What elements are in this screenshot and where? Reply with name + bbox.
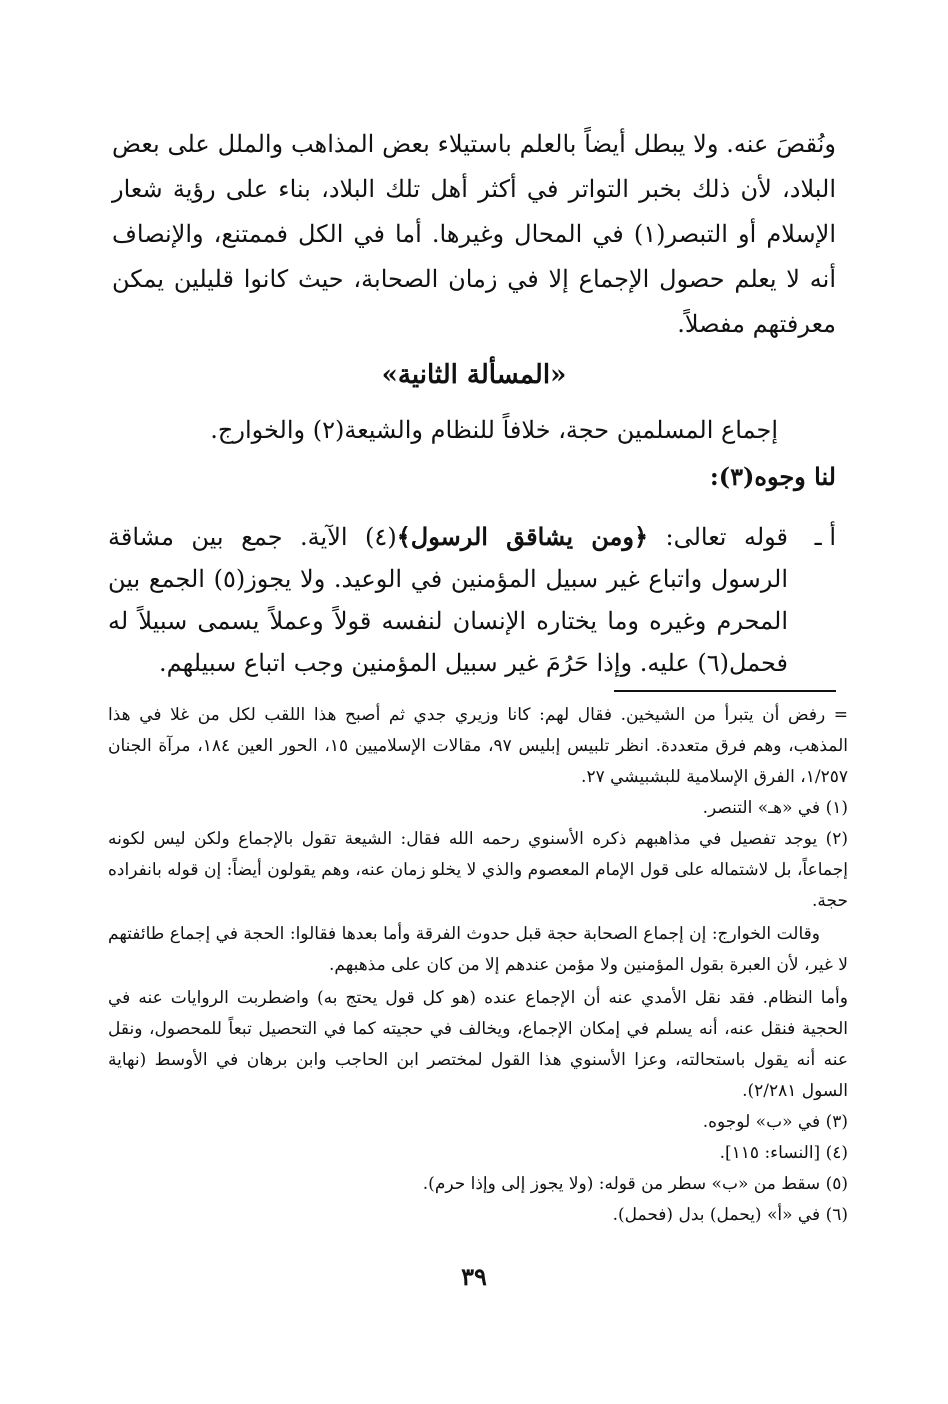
- footnote-separator: [614, 690, 836, 692]
- footnote-2-para-2: وقالت الخوارج: إن إجماع الصحابة حجة قبل حدوث الفرقة وأما بعدها فقالوا: الحجة في إجماع طائفتهم لا غير، لأن العبرة بقول المؤمنين ولا مؤمن عندهم إلا من كان على مذهبهم.: [108, 924, 848, 975]
- footnote-1: (١) في «هـ» التنصر.: [702, 798, 848, 818]
- point-a-rest: (٤) الآية. جمع بين مشاقة الرسول واتباع غير سبيل المؤمنين في الوعيد. ولا يجوز(٥) الجمع بين المحرم وغيره وما يختاره الإنسان لنفسه قولاً وعملاً يسمى سبيلاً له فحمل(٦) عليه. وإذا حَرُمَ غير سبيل المؤمنين وجب اتباع سبيلهم.: [108, 523, 789, 677]
- page-number: ٣٩: [461, 1262, 487, 1291]
- reasons-heading: لنا وجوه(٣):: [709, 462, 836, 491]
- footnote-4: (٤) [النساء: ١١٥].: [719, 1143, 848, 1163]
- footnote-6: (٦) في «أ» (يحمل) بدل (فحمل).: [612, 1205, 848, 1225]
- issue-statement: إجماع المسلمين حجة، خلافاً للنظام والشيعة(٢) والخوارج.: [210, 416, 778, 444]
- footnote-5: (٥) سقط من «ب» سطر من قوله: (ولا يجوز إلى وإذا حرم).: [422, 1174, 848, 1194]
- point-a-lead: قوله تعالى:: [648, 523, 789, 551]
- quran-verse: ﴿ومن يشاقق الرسول﴾: [396, 522, 649, 551]
- footnotes: [108, 700, 848, 1231]
- footnote-2-para-3: وأما النظام. فقد نقل الأمدي عنه أن الإجماع عنده (هو كل قول يحتج به) واضطربت الروايات عنه في الحجية فنقل عنه، أنه يسلم في إمكان الإجماع، ويخالف في حجيته كما في التحصيل تبعاً للمحصول، ونقل عنه أنه يقول باستحالته، وعزا الأسنوي هذا القول لمختصر ابن الحاجب وابن برهان في الأوسط (نهاية السول ٢/٢٨١).: [108, 988, 848, 1101]
- point-a-marker: أ ـ: [814, 523, 836, 551]
- footnote-2: (٢) يوجد تفصيل في مذاهبهم ذكره الأسنوي رحمه الله فقال: الشيعة تقول بالإجماع ولكن ليس لكونه إجماعاً، بل لاشتماله على قول الإمام المعصوم والذي لا يخلو زمان عنه، وهم يقولون أيضاً: إن قوله بانفراده حجة.: [108, 829, 848, 911]
- point-a: [108, 516, 836, 684]
- section-title: «المسألة الثانية»: [381, 360, 567, 390]
- intro-paragraph: ونُقصَ عنه. ولا يبطل أيضاً بالعلم باستيلاء بعض المذاهب والملل على بعض البلاد، لأن ذلك بخبر التواتر في أكثر أهل تلك البلاد، بناء على رؤية شعار الإسلام أو التبصر(١) في المحال وغيرها. أما في الكل فممتنع، والإنصاف أنه لا يعلم حصول الإجماع إلا في زمان الصحابة، حيث كانوا قليلين يمكن معرفتهم مفصلاً.: [112, 130, 836, 338]
- point-a-text: [108, 516, 788, 684]
- footnote-3: (٣) في «ب» لوجوه.: [702, 1112, 848, 1132]
- footnote-continuation: = رفض أن يتبرأ من الشيخين. فقال لهم: كانا وزيري جدي ثم أصبح هذا اللقب لكل من غلا في هذا المذهب، وهم فرق متعددة. انظر تلبيس إبليس ٩٧، مقالات الإسلاميين ١٥، الحور العين ١٨٤، مرآة الجنان ١/٢٥٧، الفرق الإسلامية للبشبيشي ٢٧.: [108, 705, 848, 787]
